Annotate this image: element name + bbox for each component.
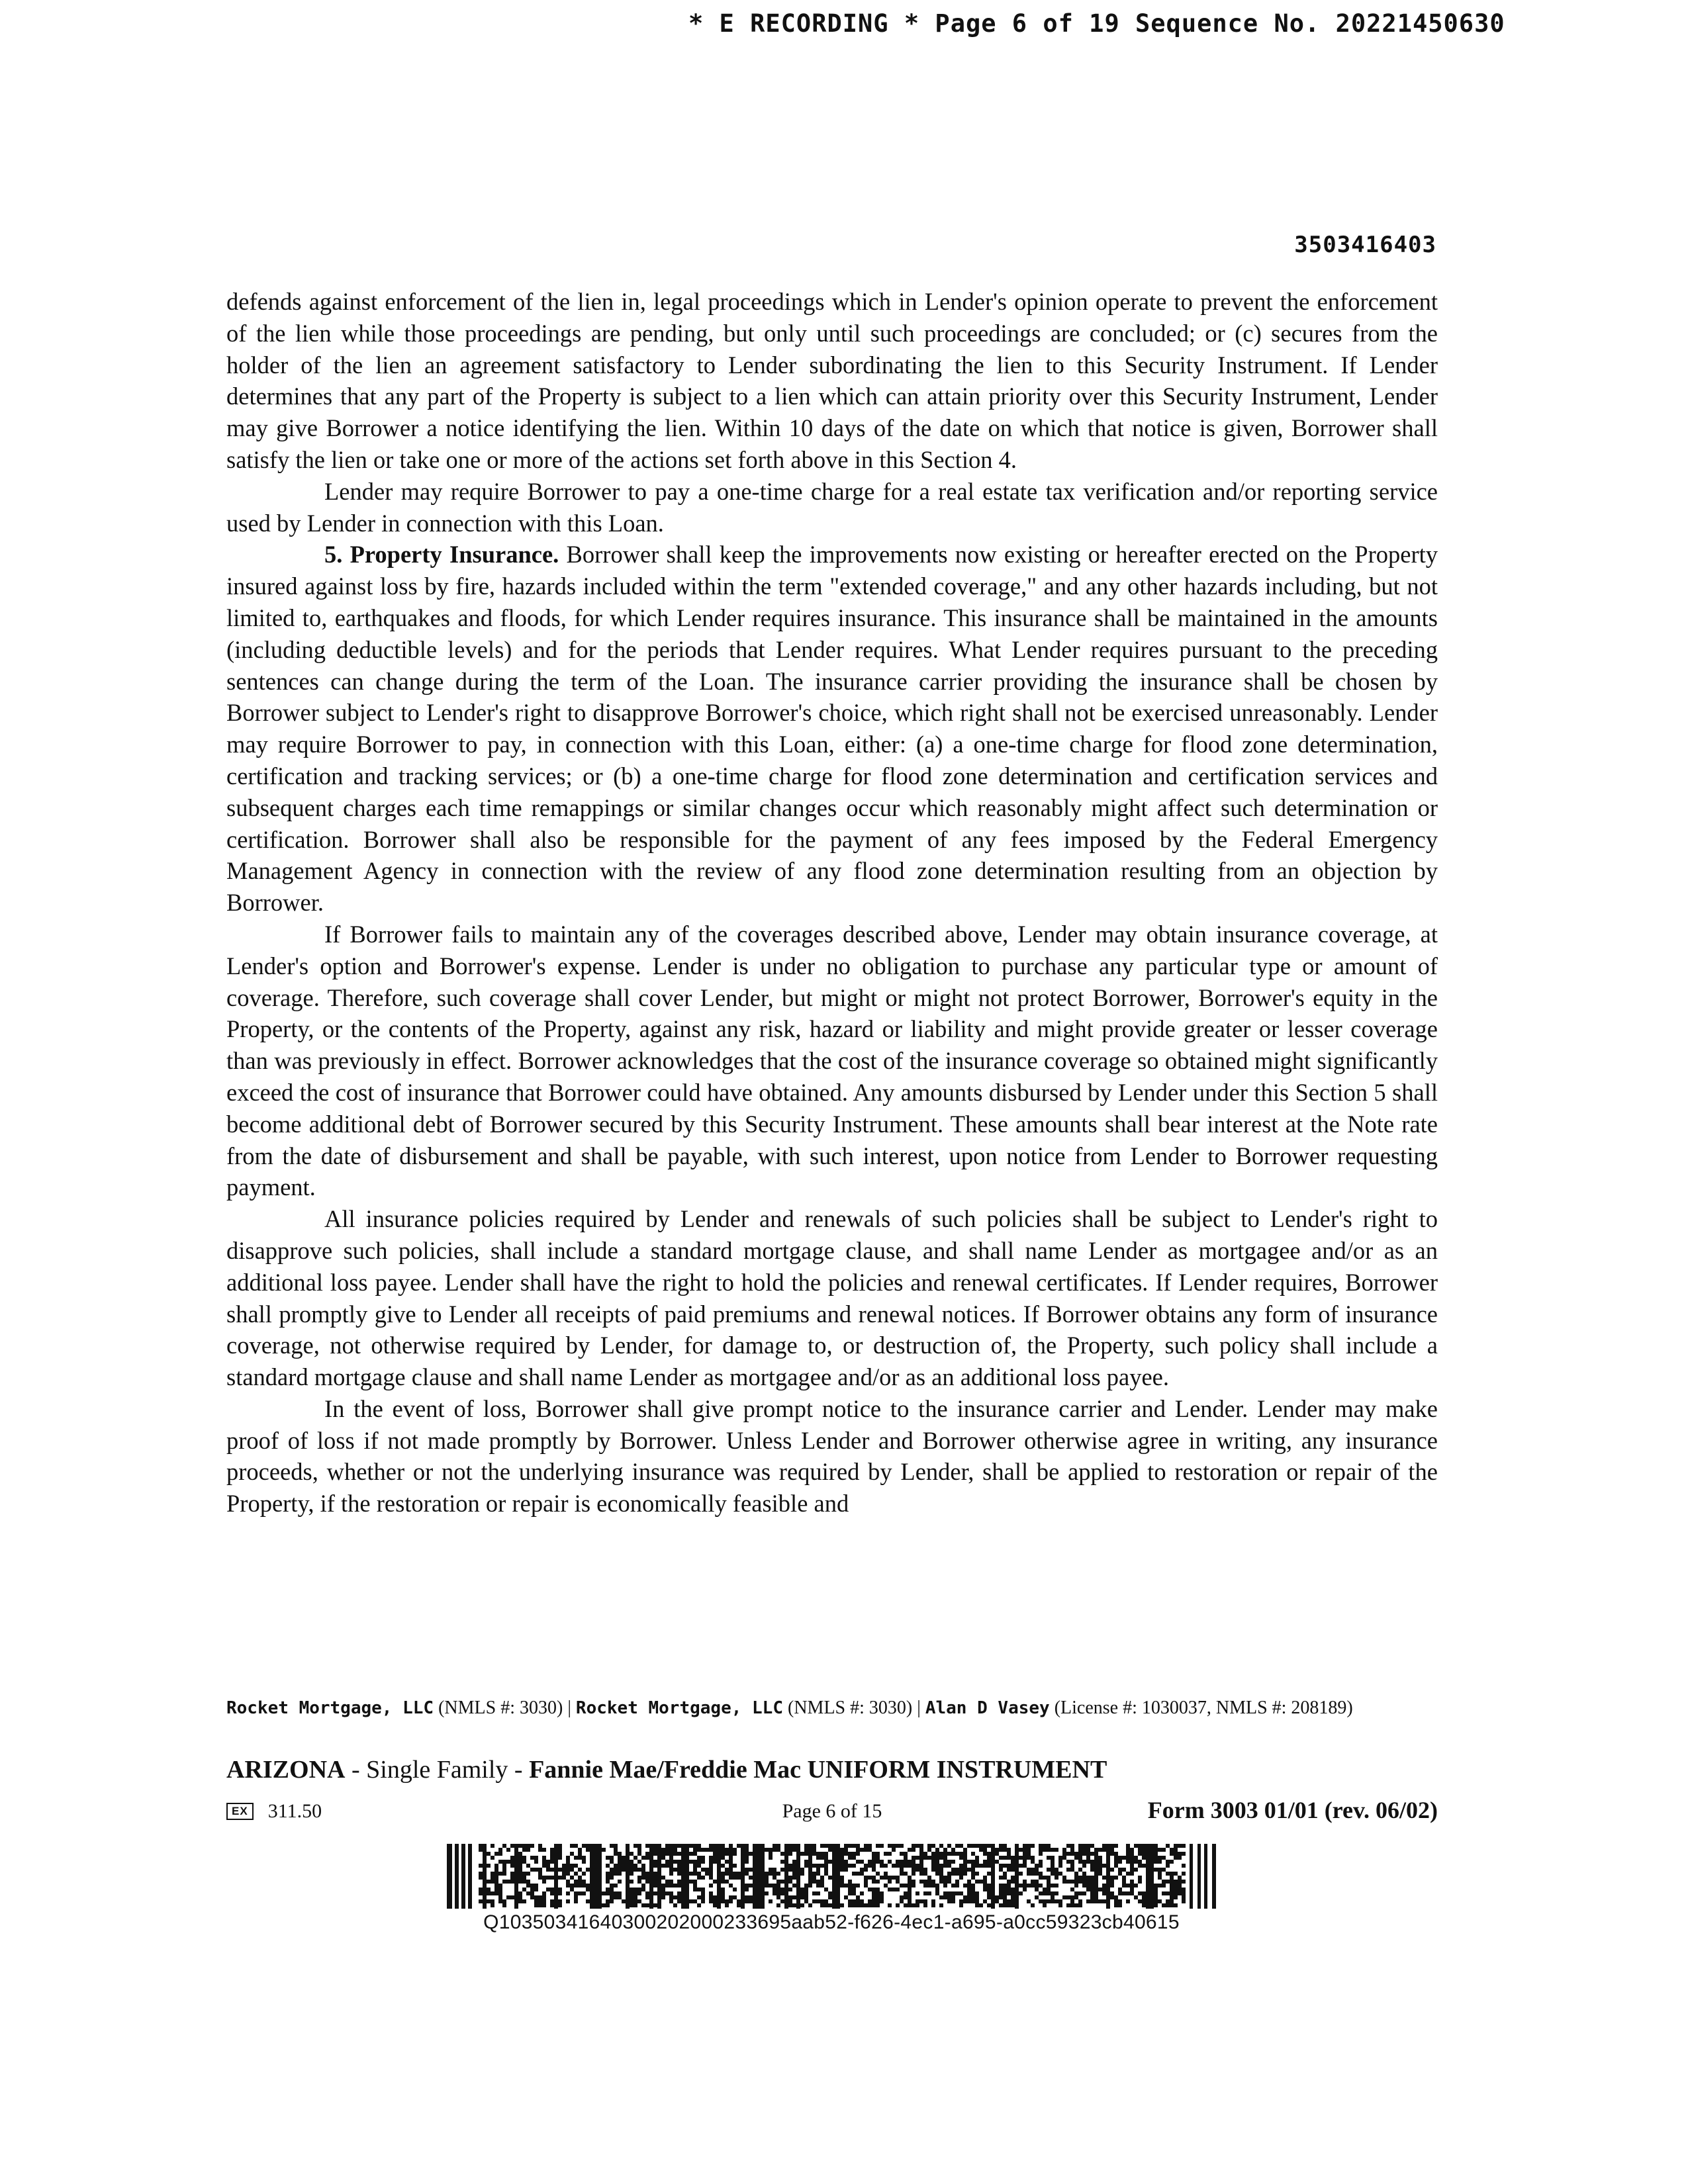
- document-body: [226, 286, 1438, 1520]
- paragraph: [226, 1203, 1438, 1393]
- originator-detail: (NMLS #: 3030): [434, 1698, 563, 1718]
- form-instrument: Fannie Mae/Freddie Mac UNIFORM INSTRUMENT: [529, 1756, 1107, 1784]
- paragraph-text: Borrower shall keep the improvements now existing or hereafter erected on the Property insured against loss by fire, hazards included within the term "extended coverage," and any other hazards including, but not limited to, earthquakes and floods, for which Lender requires insurance. This insurance shall be maintained in the amounts (including deductible levels) and for the periods that Lender requires. What Lender requires pursuant to the preceding sentences can change during the term of the Loan. The insurance carrier providing the insurance shall be chosen by Borrower subject to Lender's right to disapprove Borrower's choice, which right shall not be exercised unreasonably. Lender may require Borrower to pay, in connection with this Loan, either: (a) a one-time charge for flood zone determination, certification and tracking services; or (b) a one-time charge for flood zone determination and certification services and subsequent charges each time remappings or similar changes occur which reasonably might affect such determination or certification. Borrower shall also be responsible for the payment of any fees imposed by the Federal Emergency Management Agency in connection with the review of any flood zone determination resulting from an objection by Borrower.: [226, 541, 1438, 917]
- form-code: 311.50: [267, 1800, 322, 1822]
- originator-separator: |: [912, 1698, 925, 1718]
- barcode-icon: [447, 1844, 1216, 1909]
- paragraph: [226, 539, 1438, 919]
- originator-detail: (License #: 1030037, NMLS #: 208189): [1049, 1698, 1353, 1718]
- paragraph-text: If Borrower fails to maintain any of the coverages described above, Lender may obtain insurance coverage, at Lender's option and Borrower's expense. Lender is under no obligation to purchase any particular type or amount of coverage. Therefore, such coverage shall cover Lender, but might or might not protect Borrower, Borrower's equity in the Property, or the contents of the Property, against any risk, hazard or liability and might provide greater or lesser coverage than was previously in effect. Borrower acknowledges that the cost of the insurance coverage so obtained might significantly exceed the cost of insurance that Borrower could have obtained. Any amounts disbursed by Lender under this Section 5 shall become additional debt of Borrower secured by this Security Instrument. These amounts shall bear interest at the Note rate from the date of disbursement and shall be payable, with such interest, upon notice from Lender to Borrower requesting payment.: [226, 920, 1438, 1201]
- originator-separator: |: [563, 1698, 576, 1718]
- paragraph-text: In the event of loss, Borrower shall give prompt notice to the insurance carrier and Lender. Lender may make proof of loss if not made promptly by Borrower. Unless Lender and Borrower otherwise agree in writing, any insurance proceeds, whether or not the underlying insurance was required by Lender, shall be applied to restoration or repair of the Property, if the restoration or repair is economically feasible and: [226, 1394, 1438, 1518]
- page-label: Page 6 of 15: [782, 1800, 882, 1822]
- paragraph: [226, 919, 1438, 1203]
- loan-number: 3503416403: [1294, 232, 1436, 258]
- recording-header: * E RECORDING * Page 6 of 19 Sequence No. 20221450630: [688, 9, 1505, 38]
- originator-name: Alan D Vasey: [925, 1698, 1050, 1718]
- paragraph-text: Lender may require Borrower to pay a one-time charge for a real estate tax verification and/or reporting service used by Lender in connection with this Loan.: [226, 477, 1438, 537]
- originator-detail: (NMLS #: 3030): [783, 1698, 913, 1718]
- form-meta: [226, 1796, 1438, 1825]
- paragraph: [226, 1393, 1438, 1520]
- ex-logo-icon: EX: [226, 1803, 254, 1820]
- originator-line: [226, 1696, 1438, 1720]
- originator-name: Rocket Mortgage, LLC: [575, 1698, 783, 1718]
- paragraph: [226, 286, 1438, 476]
- form-number: Form 3003 01/01 (rev. 06/02): [1147, 1797, 1438, 1823]
- paragraph-text: defends against enforcement of the lien in, legal proceedings which in Lender's opinion operate to prevent the enforcement of the lien while those proceedings are pending, but only until such proceedings are concluded; or (c) secures from the holder of the lien an agreement satisfactory to Lender subordinating the lien to this Security Instrument. If Lender determines that any part of the Property is subject to a lien which can attain priority over this Security Instrument, Lender may give Borrower a notice identifying the lien. Within 10 days of the date on which that notice is given, Borrower shall satisfy the lien or take one or more of the actions set forth above in this Section 4.: [226, 288, 1438, 473]
- barcode-caption: Q10350341640300202000233695aab52-f626-4ec1-a695-a0cc59323cb40615: [483, 1911, 1180, 1933]
- form-state: ARIZONA: [226, 1756, 346, 1784]
- paragraph-text: All insurance policies required by Lender and renewals of such policies shall be subject to Lender's right to disapprove such policies, shall include a standard mortgage clause, and shall name Lender as mortgagee and/or as an additional loss payee. Lender shall have the right to hold the policies and renewal certificates. If Lender requires, Borrower shall promptly give to Lender all receipts of paid premiums and renewal notices. If Borrower obtains any form of insurance coverage, not otherwise required by Lender, for damage to, or destruction of, the Property, such policy shall include a standard mortgage clause and shall name Lender as mortgagee and/or as an additional loss payee.: [226, 1205, 1438, 1391]
- originator-name: Rocket Mortgage, LLC: [226, 1698, 434, 1718]
- form-family: - Single Family -: [345, 1756, 530, 1784]
- paragraph: [226, 476, 1438, 539]
- form-title: [226, 1755, 1438, 1784]
- section-heading: 5. Property Insurance.: [324, 541, 559, 569]
